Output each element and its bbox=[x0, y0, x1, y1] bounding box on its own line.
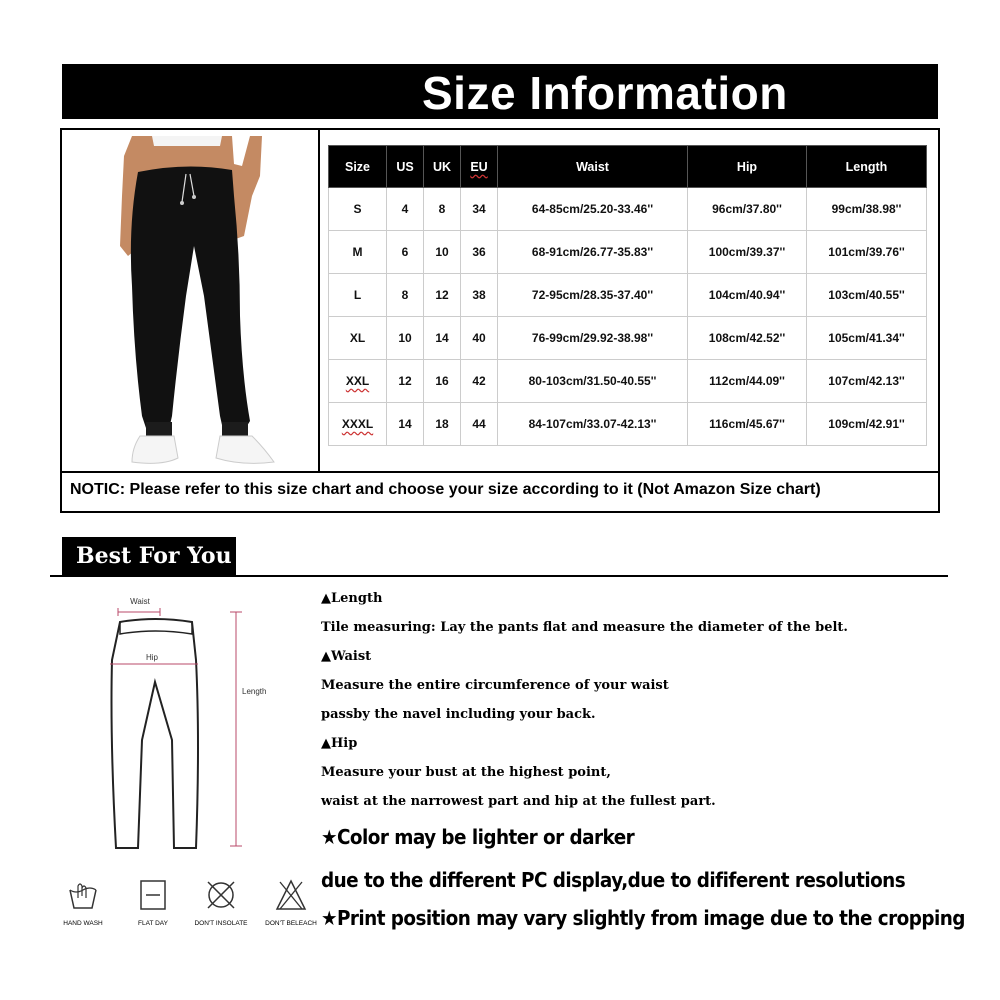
cell-hip: 100cm/39.37'' bbox=[688, 231, 807, 274]
cell-size: S bbox=[329, 188, 387, 231]
cell-eu: 42 bbox=[461, 360, 498, 403]
col-header-us: US bbox=[387, 146, 424, 188]
cell-waist: 72-95cm/28.35-37.40'' bbox=[498, 274, 688, 317]
waist-label: Waist bbox=[130, 597, 150, 606]
care-hand-wash bbox=[48, 878, 118, 927]
cell-uk: 16 bbox=[424, 360, 461, 403]
cell-hip: 108cm/42.52'' bbox=[688, 317, 807, 360]
cell-uk: 10 bbox=[424, 231, 461, 274]
measurement-diagram bbox=[100, 590, 300, 858]
cell-size: XXXL bbox=[329, 403, 387, 446]
cell-length: 103cm/40.55'' bbox=[807, 274, 927, 317]
table-row bbox=[329, 360, 927, 403]
cell-uk: 18 bbox=[424, 403, 461, 446]
notice-panel bbox=[60, 471, 940, 513]
waist-heading: ▲Waist bbox=[321, 649, 372, 664]
cell-length: 105cm/41.34'' bbox=[807, 317, 927, 360]
title-banner bbox=[62, 64, 938, 119]
hand-wash-icon bbox=[66, 878, 100, 912]
cell-waist: 68-91cm/26.77-35.83'' bbox=[498, 231, 688, 274]
cell-size: M bbox=[329, 231, 387, 274]
cell-length: 99cm/38.98'' bbox=[807, 188, 927, 231]
notice-text: NOTIC: Please refer to this size chart and choose your size according to it (Not Amazon Size chart) bbox=[70, 481, 821, 498]
care-label: HAND WASH bbox=[63, 920, 103, 927]
table-row bbox=[329, 317, 927, 360]
cell-waist: 76-99cm/29.92-38.98'' bbox=[498, 317, 688, 360]
cell-uk: 14 bbox=[424, 317, 461, 360]
care-label: FLAT DAY bbox=[138, 920, 168, 927]
cell-waist: 80-103cm/31.50-40.55'' bbox=[498, 360, 688, 403]
cell-length: 107cm/42.13'' bbox=[807, 360, 927, 403]
care-do-not-tumble bbox=[186, 878, 256, 927]
care-label: DON'T INSOLATE bbox=[194, 920, 248, 927]
col-header-eu: EU bbox=[461, 146, 498, 188]
print-note: ★Print position may vary slightly from image due to the cropping bbox=[321, 906, 965, 930]
cell-waist: 84-107cm/33.07-42.13'' bbox=[498, 403, 688, 446]
size-table bbox=[328, 145, 927, 446]
cell-us: 4 bbox=[387, 188, 424, 231]
cell-length: 101cm/39.76'' bbox=[807, 231, 927, 274]
col-header-size: Size bbox=[329, 146, 387, 188]
cell-size: XXL bbox=[329, 360, 387, 403]
care-do-not-bleach bbox=[256, 878, 326, 927]
hip-label: Hip bbox=[145, 653, 159, 662]
cell-size: L bbox=[329, 274, 387, 317]
cell-uk: 8 bbox=[424, 188, 461, 231]
care-flat-dry bbox=[118, 878, 188, 927]
waist-instruction-2: passby the navel including your back. bbox=[321, 707, 596, 722]
section-rule bbox=[50, 575, 948, 577]
cell-us: 12 bbox=[387, 360, 424, 403]
model-photo bbox=[82, 136, 302, 468]
length-label: Length bbox=[242, 687, 267, 696]
cell-uk: 12 bbox=[424, 274, 461, 317]
best-for-you-heading: Best For You bbox=[76, 543, 232, 569]
color-note-1: ★Color may be lighter or darker bbox=[321, 825, 635, 849]
page-title: Size Information bbox=[422, 67, 788, 119]
col-header-length: Length bbox=[807, 146, 927, 188]
table-row bbox=[329, 231, 927, 274]
cell-waist: 64-85cm/25.20-33.46'' bbox=[498, 188, 688, 231]
cell-us: 14 bbox=[387, 403, 424, 446]
cell-hip: 104cm/40.94'' bbox=[688, 274, 807, 317]
cell-eu: 44 bbox=[461, 403, 498, 446]
table-row bbox=[329, 188, 927, 231]
cell-eu: 38 bbox=[461, 274, 498, 317]
cell-eu: 40 bbox=[461, 317, 498, 360]
waist-instruction-1: Measure the entire circumference of your waist bbox=[321, 678, 669, 693]
cell-hip: 112cm/44.09'' bbox=[688, 360, 807, 403]
color-note-2: due to the different PC display,due to dififerent resolutions bbox=[321, 868, 906, 892]
care-label: DON'T BELEACH bbox=[265, 920, 317, 927]
col-header-hip: Hip bbox=[688, 146, 807, 188]
flat-dry-icon bbox=[136, 878, 170, 912]
cell-hip: 116cm/45.67'' bbox=[688, 403, 807, 446]
cell-us: 8 bbox=[387, 274, 424, 317]
length-heading: ▲Length bbox=[321, 591, 383, 606]
cell-length: 109cm/42.91'' bbox=[807, 403, 927, 446]
cell-size: XL bbox=[329, 317, 387, 360]
panel-divider bbox=[318, 130, 320, 471]
cell-eu: 34 bbox=[461, 188, 498, 231]
table-header-row bbox=[329, 146, 927, 188]
hip-instruction-2: waist at the narrowest part and hip at the fullest part. bbox=[321, 794, 716, 809]
cell-eu: 36 bbox=[461, 231, 498, 274]
do-not-bleach-icon bbox=[274, 878, 308, 912]
col-header-waist: Waist bbox=[498, 146, 688, 188]
table-row bbox=[329, 274, 927, 317]
cell-us: 10 bbox=[387, 317, 424, 360]
do-not-tumble-icon bbox=[204, 878, 238, 912]
best-for-you-tab bbox=[62, 537, 236, 575]
table-row bbox=[329, 403, 927, 446]
hip-instruction-1: Measure your bust at the highest point, bbox=[321, 765, 611, 780]
length-instruction: Tile measuring: Lay the pants flat and measure the diameter of the belt. bbox=[321, 620, 848, 635]
hip-heading: ▲Hip bbox=[321, 736, 358, 751]
cell-us: 6 bbox=[387, 231, 424, 274]
cell-hip: 96cm/37.80'' bbox=[688, 188, 807, 231]
col-header-uk: UK bbox=[424, 146, 461, 188]
